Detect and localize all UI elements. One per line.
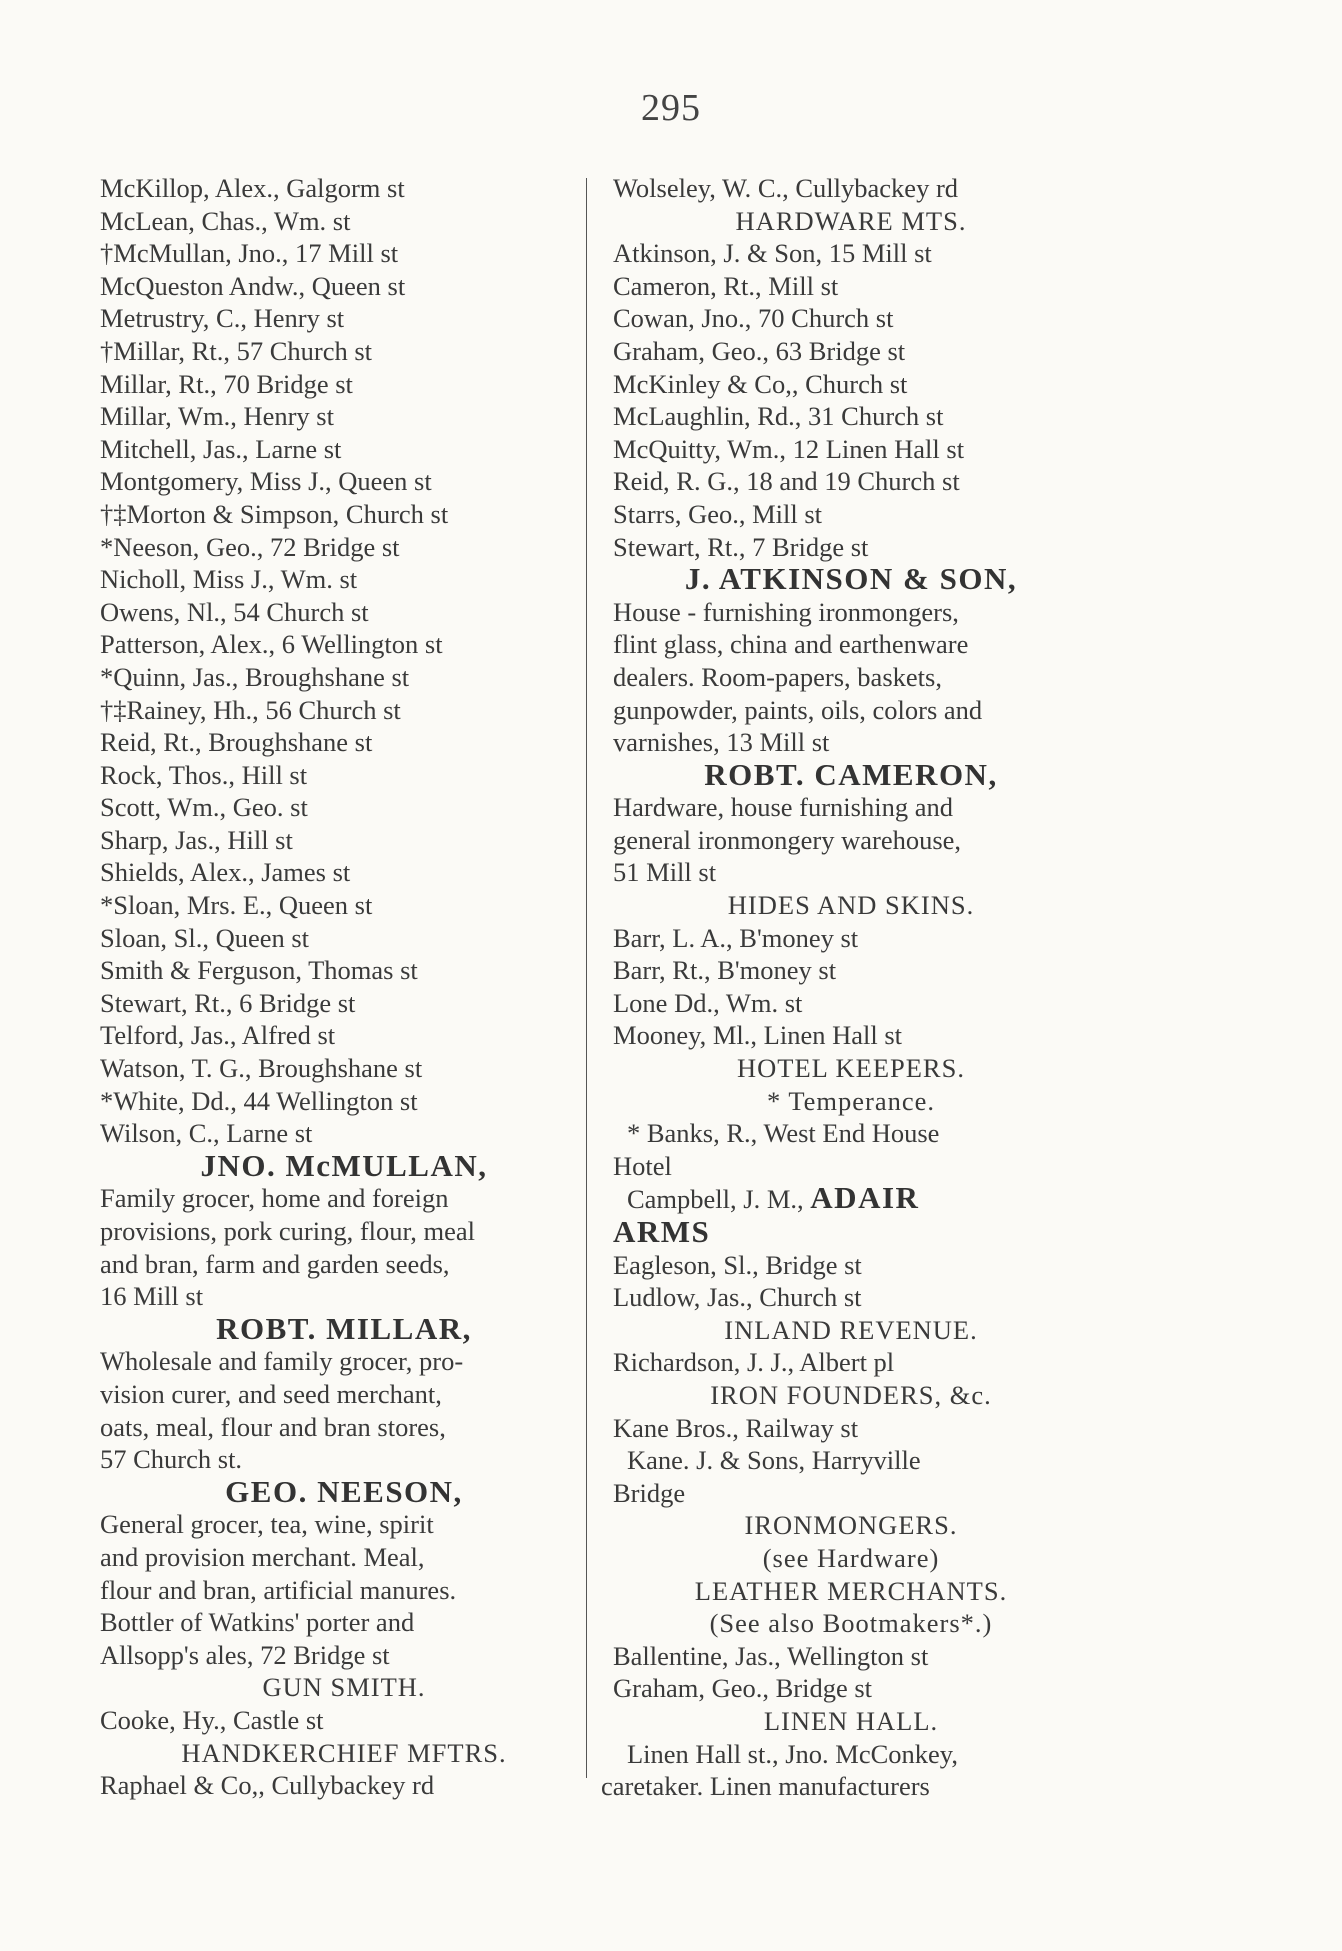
list-item-text: Campbell, J. M., [627, 1184, 804, 1215]
list-item: Eagleson, Sl., Bridge st [613, 1249, 862, 1280]
list-item: Millar, Wm., Henry st [100, 401, 334, 432]
ad-line: Family grocer, home and foreign [100, 1183, 449, 1214]
ad-line: 57 Church st. [100, 1444, 243, 1475]
list-item: Kane Bros., Railway st [613, 1412, 859, 1443]
list-item: Shields, Alex., James st [100, 857, 351, 888]
list-item: Kane. J. & Sons, Harryville [627, 1445, 921, 1476]
ad-line: and provision merchant. Meal, [100, 1541, 425, 1572]
list-item: McKillop, Alex., Galgorm st [100, 173, 405, 203]
ad-line: Bottler of Watkins' porter and [100, 1607, 415, 1638]
hotel-name-emphasis: ARMS [613, 1214, 711, 1249]
list-item: *White, Dd., 44 Wellington st [100, 1085, 418, 1116]
ad-line: gunpowder, paints, oils, colors and [613, 694, 983, 725]
list-item: Wolseley, W. C., Cullybackey rd [613, 173, 959, 203]
list-item: McKinley & Co,, Church st [613, 368, 908, 399]
list-item: Smith & Ferguson, Thomas st [100, 955, 418, 986]
list-item: †Millar, Rt., 57 Church st [100, 335, 373, 366]
ad-line: dealers. Room-papers, baskets, [613, 661, 942, 692]
ad-line: flour and bran, artificial manures. [100, 1574, 457, 1605]
list-item-continuation: Bridge [613, 1477, 686, 1508]
ad-line: Hardware, house furnishing and [613, 792, 953, 823]
advertisement-cameron [601, 756, 1101, 889]
ad-line: oats, meal, flour and bran stores, [100, 1411, 446, 1442]
ad-line: 16 Mill st [100, 1281, 204, 1312]
list-item: Cooke, Hy., Castle st [100, 1704, 324, 1735]
list-item: Reid, Rt., Broughshane st [100, 727, 373, 758]
list-item: * Banks, R., West End House [627, 1118, 940, 1149]
list-item: *Quinn, Jas., Broughshane st [100, 661, 410, 692]
advertisement-atkinson [601, 563, 1101, 759]
list-item: Telford, Jas., Alfred st [100, 1020, 336, 1051]
ad-line: House - furnishing ironmongers, [613, 596, 959, 627]
list-item: Nicholl, Miss J., Wm. st [100, 564, 358, 595]
section-heading-gun-smith: GUN SMITH. [262, 1672, 426, 1703]
list-item: Ludlow, Jas., Church st [613, 1282, 862, 1313]
list-item: Owens, Nl., 54 Church st [100, 596, 369, 627]
section-heading-ironmongers: IRONMONGERS. [744, 1510, 958, 1541]
directory-list [100, 172, 588, 1150]
list-item: Montgomery, Miss J., Queen st [100, 466, 432, 497]
list-item: Wilson, C., Larne st [100, 1118, 313, 1149]
advertisement-millar [100, 1310, 588, 1476]
list-item: McQuitty, Wm., 12 Linen Hall st [613, 433, 965, 464]
ad-line: provisions, pork curing, flour, meal [100, 1216, 476, 1246]
section-heading-hardware: HARDWARE MTS. [735, 205, 967, 236]
ad-line: Wholesale and family grocer, pro- [100, 1346, 464, 1377]
ad-line: Allsopp's ales, 72 Bridge st [100, 1639, 390, 1670]
list-item: Sloan, Sl., Queen st [100, 922, 310, 953]
list-item: Graham, Geo., 63 Bridge st [613, 335, 906, 366]
ad-line: and bran, farm and garden seeds, [100, 1248, 450, 1279]
list-item-continuation: Hotel [613, 1150, 672, 1181]
section-heading-inland-revenue: INLAND REVENUE. [724, 1314, 978, 1345]
section-heading-leather: LEATHER MERCHANTS. [694, 1575, 1008, 1606]
ad-firm-name: JNO. McMULLAN, [200, 1147, 488, 1183]
advertisement-mcmullan [100, 1147, 588, 1313]
hotel-name-emphasis: ADAIR [810, 1180, 920, 1216]
section-note: * Temperance. [766, 1085, 936, 1116]
ad-line: general ironmongery warehouse, [613, 824, 962, 855]
ad-firm-name: ROBT. MILLAR, [216, 1310, 472, 1346]
list-item: Stewart, Rt., 7 Bridge st [613, 531, 869, 562]
list-item: Mitchell, Jas., Larne st [100, 433, 342, 464]
list-item: Stewart, Rt., 6 Bridge st [100, 987, 356, 1018]
list-item: McLean, Chas., Wm. st [100, 205, 351, 236]
ad-firm-name: ROBT. CAMERON, [704, 756, 998, 792]
list-item: *Sloan, Mrs. E., Queen st [100, 890, 373, 921]
ad-line: varnishes, 13 Mill st [613, 727, 830, 758]
list-item: Atkinson, J. & Son, 15 Mill st [613, 238, 932, 269]
section-heading-hides: HIDES AND SKINS. [727, 890, 975, 921]
page-number: 295 [641, 87, 701, 129]
list-item: Mooney, Ml., Linen Hall st [613, 1020, 903, 1051]
section-heading-hotel: HOTEL KEEPERS. [737, 1053, 965, 1084]
list-item: †‡Morton & Simpson, Church st [100, 498, 449, 529]
list-item: Rock, Thos., Hill st [100, 759, 308, 790]
list-item: Graham, Geo., Bridge st [613, 1673, 873, 1704]
list-item: Cowan, Jno., 70 Church st [613, 303, 894, 334]
ad-firm-name: J. ATKINSON & SON, [684, 561, 1018, 597]
section-note: (see Hardware) [762, 1542, 940, 1573]
list-item: Cameron, Rt., Mill st [613, 270, 839, 301]
section-heading-iron-founders: IRON FOUNDERS, &c. [710, 1379, 992, 1410]
ad-line: General grocer, tea, wine, spirit [100, 1509, 434, 1540]
list-item: Metrustry, C., Henry st [100, 303, 345, 334]
ad-line: vision curer, and seed merchant, [100, 1378, 442, 1409]
list-item: Scott, Wm., Geo. st [100, 792, 308, 823]
list-item: Reid, R. G., 18 and 19 Church st [613, 466, 960, 497]
ad-line: flint glass, china and earthenware [613, 629, 969, 660]
list-item: McQueston Andw., Queen st [100, 270, 406, 301]
list-item: Barr, Rt., B'money st [613, 955, 837, 986]
list-item: *Neeson, Geo., 72 Bridge st [100, 531, 400, 562]
list-item: Raphael & Co,, Cullybackey rd [100, 1770, 435, 1801]
section-heading-linen-hall: LINEN HALL. [763, 1705, 939, 1736]
hardware-list [601, 237, 1101, 563]
list-item: Lone Dd., Wm. st [613, 987, 803, 1018]
list-item: McLaughlin, Rd., 31 Church st [613, 401, 944, 432]
right-column [601, 172, 1101, 1803]
list-item: Starrs, Geo., Mill st [613, 498, 823, 529]
ad-line: 51 Mill st [613, 857, 717, 888]
list-item [601, 1182, 1101, 1216]
ad-firm-name: GEO. NEESON, [225, 1473, 463, 1509]
section-note: (See also Bootmakers*.) [709, 1608, 993, 1639]
list-item: Ballentine, Jas., Wellington st [613, 1640, 929, 1671]
list-item: Linen Hall st., Jno. McConkey, [627, 1738, 958, 1769]
advertisement-neeson [100, 1473, 588, 1672]
list-item: †McMullan, Jno., 17 Mill st [100, 238, 399, 269]
list-item: †‡Rainey, Hh., 56 Church st [100, 694, 401, 725]
list-item: Patterson, Alex., 6 Wellington st [100, 629, 443, 660]
list-item: Watson, T. G., Broughshane st [100, 1053, 423, 1084]
list-item: Sharp, Jas., Hill st [100, 824, 293, 855]
list-item: Richardson, J. J., Albert pl [613, 1347, 895, 1378]
section-heading-handkerchief: HANDKERCHIEF MFTRS. [181, 1737, 507, 1768]
left-column [100, 172, 588, 1802]
list-item-continuation: caretaker. Linen manufacturers [601, 1771, 930, 1802]
list-item: Barr, L. A., B'money st [613, 922, 859, 953]
list-item: Millar, Rt., 70 Bridge st [100, 368, 353, 399]
